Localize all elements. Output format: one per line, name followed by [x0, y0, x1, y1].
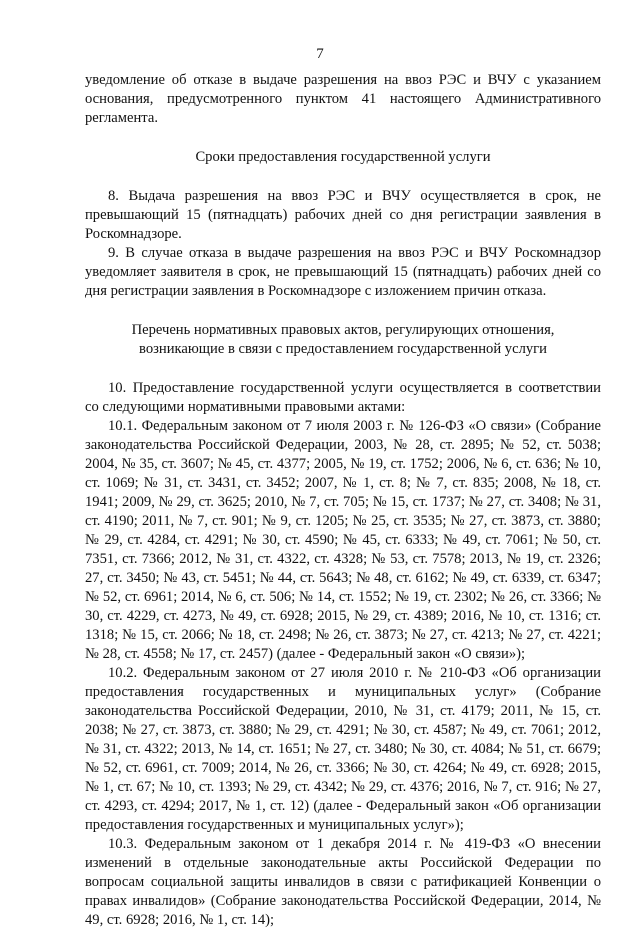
section-heading-legal-acts-line-2: возникающие в связи с предоставлением государственной услуги: [139, 341, 547, 357]
section-heading-legal-acts-line-1: Перечень нормативных правовых актов, регулирующих отношения,: [131, 322, 555, 338]
paragraph-continuation: уведомление об отказе в выдаче разрешения на ввоз РЭС и ВЧУ с указанием основания, предусмотренного пунктом 41 настоящего Административного регламента.: [85, 72, 601, 126]
paragraph-10-1: 10.1. Федеральным законом от 7 июля 2003 г. № 126-ФЗ «О связи» (Собрание законодательства Российской Федерации, 2003, № 28, ст. 2895; № 52, ст. 5038; 2004, № 35, ст. 3607; № 45, ст. 4377; 2005, № 19, ст. 1752; 2006, № 6, ст. 636; № 10, ст. 1069; № 31, ст. 3431, ст. 3452; 2007, № 1, ст. 8; № 7, ст. 835; 2008, № 18, ст. 1941; 2009, № 29, ст. 3625; 2010, № 7, ст. 705; № 15, ст. 1737; № 27, ст. 3408; № 31, ст. 4190; 2011, № 7, ст. 901; № 9, ст. 1205; № 25, ст. 3535; № 27, ст. 3873, ст. 3880; № 29, ст. 4284, ст. 4291; № 30, ст. 4590; № 45, ст. 6333; № 49, ст. 7061; № 50, ст. 7351, ст. 7366; 2012, № 31, ст. 4322, ст. 4328; № 53, ст. 7578; 2013, № 19, ст. 2326; 27, ст. 3450; № 43, ст. 5451; № 44, ст. 5643; № 48, ст. 6162; № 49, ст. 6339, ст. 6347; № 52, ст. 6961; 2014, № 6, ст. 506; № 14, ст. 1552; № 19, ст. 2302; № 26, ст. 3366; № 30, ст. 4229, ст. 4273, № 49, ст. 6928; 2015, № 29, ст. 4389; 2016, № 10, ст. 1316; ст. 1318; № 15, ст. 2066; № 18, ст. 2498; № 26, ст. 3873; № 27, ст. 4213; № 27, ст. 4221; № 28, ст. 4558; № 17, ст. 2457) (далее - Федеральный закон «О связи»);: [85, 418, 601, 662]
paragraph-10-3: 10.3. Федеральным законом от 1 декабря 2014 г. № 419-ФЗ «О внесении изменений в отдельные законодательные акты Российской Федерации по вопросам социальной защиты инвалидов в связи с ратификацией Конвенции о правах инвалидов» (Собрание законодательства Российской Федерации, 2014, № 49, ст. 6928; 2016, № 1, ст. 14);: [85, 836, 601, 928]
page-number: 7: [316, 46, 324, 62]
paragraph-9: 9. В случае отказа в выдаче разрешения на ввоз РЭС и ВЧУ Роскомнадзор уведомляет заявителя в срок, не превышающий 15 (пятнадцать) рабочих дней со дня регистрации заявления в Роскомнадзоре с изложением причин отказа.: [85, 245, 601, 299]
paragraph-10: 10. Предоставление государственной услуги осуществляется в соответствии со следующими нормативными правовыми актами:: [85, 380, 601, 415]
section-heading-terms: Сроки предоставления государственной услуги: [195, 149, 491, 165]
document-body: [85, 71, 601, 930]
paragraph-10-2: 10.2. Федеральным законом от 27 июля 2010 г. № 210-ФЗ «Об организации предоставления государственных и муниципальных услуг» (Собрание законодательства Российской Федерации, 2010, № 31, ст. 4179; 2011, № 15, ст. 2038; № 27, ст. 3873, ст. 3880; № 29, ст. 4291; № 30, ст. 4587; № 49, ст. 7061; 2012, № 31, ст. 4322; 2013, № 14, ст. 1651; № 27, ст. 3480; № 30, ст. 4084; № 51, ст. 6679; № 52, ст. 6961, ст. 7009; 2014, № 26, ст. 3366; № 30, ст. 4264; № 49, ст. 6928; 2015, № 1, ст. 67; № 10, ст. 1393; № 29, ст. 4342; № 29, ст. 4376; 2016, № 7, ст. 916; № 27, ст. 4293, ст. 4294; 2017, № 1, ст. 12) (далее - Федеральный закон «Об организации предоставления государственных и муниципальных услуг»);: [85, 665, 601, 833]
paragraph-8: 8. Выдача разрешения на ввоз РЭС и ВЧУ осуществляется в срок, не превышающий 15 (пятнадцать) рабочих дней со дня регистрации заявления в Роскомнадзоре.: [85, 188, 601, 242]
